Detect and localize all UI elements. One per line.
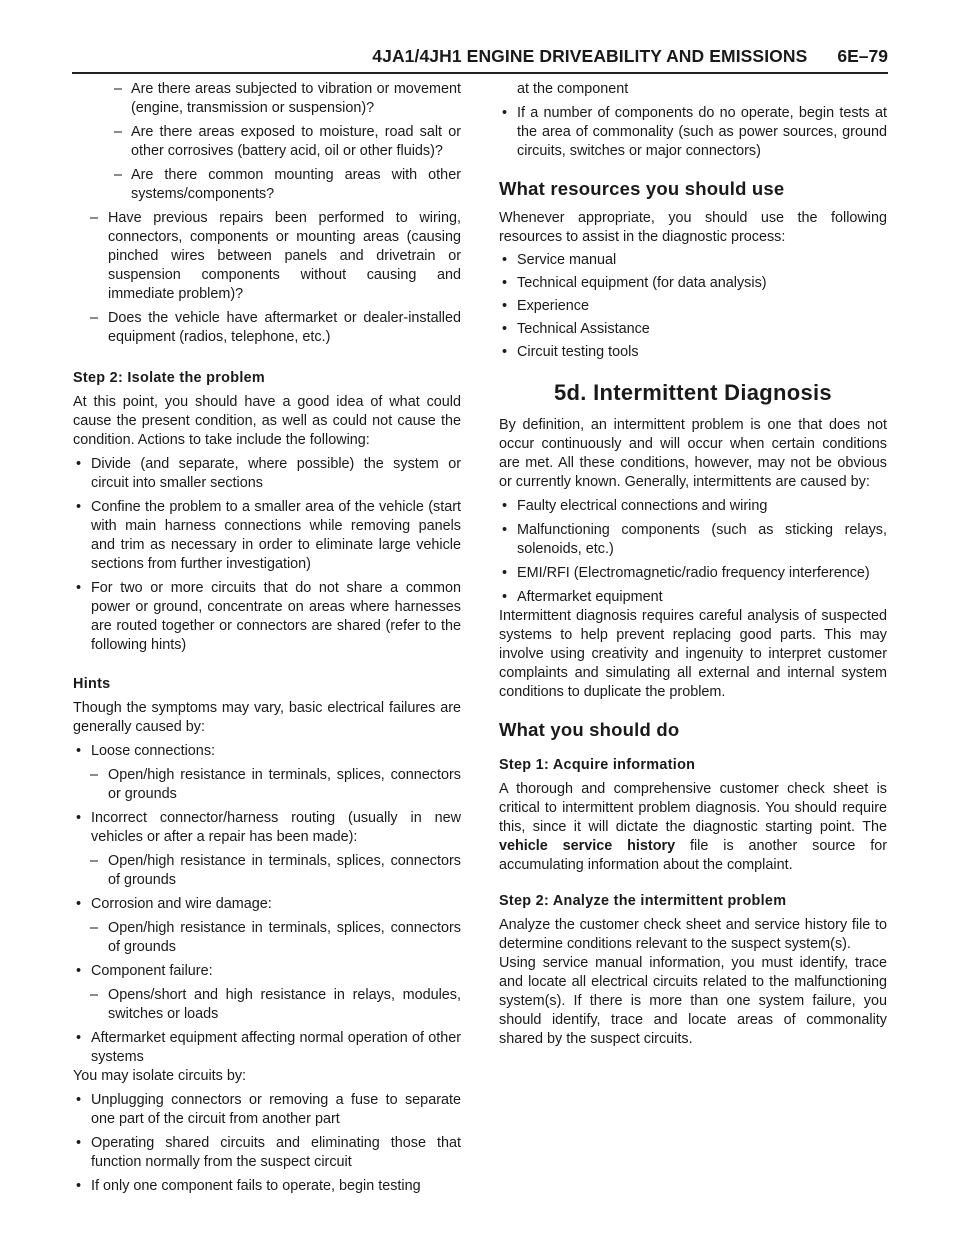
- step1-title: Step 1: Acquire information: [499, 757, 696, 773]
- list-item: • Operating shared circuits and eliminating those that function normally from the suspect circuit: [73, 1134, 461, 1172]
- section-paragraph: Intermittent diagnosis requires careful analysis of suspected systems to help prevent replacing good parts. This may involve using creativity and ingenuity to interpret customer complaints and simulating all external and internal system conditions to duplicate the problem.: [499, 608, 887, 700]
- resource-item: • Circuit testing tools: [499, 343, 887, 362]
- step2-paragraph-2: Using service manual information, you must identify, trace and locate all electrical circuits related to the malfunctioning system(s). If there is more than one system failure, you should identify, trace and locate areas of commonality shared by the suspect circuits.: [499, 955, 887, 1047]
- header-title: 4JA1/4JH1 ENGINE DRIVEABILITY AND EMISSIONS: [372, 46, 808, 66]
- list-item: • Confine the problem to a smaller area of the vehicle (start with main harness connections while removing panels and trim as necessary in order to eliminate large vehicle sections from further investigation): [73, 498, 461, 574]
- service-history-term: vehicle service history: [499, 838, 676, 854]
- list-item: • Loose connections:: [73, 742, 461, 761]
- isolate-intro: You may isolate circuits by:: [73, 1068, 247, 1084]
- list-item: • If a number of components do no operate, begin tests at the area of commonality (such as power sources, ground circuits, switches or major connectors): [499, 104, 887, 161]
- cause-item: • EMI/RFI (Electromagnetic/radio frequency interference): [499, 564, 887, 583]
- list-item: • Incorrect connector/harness routing (usually in new vehicles or after a repair has been made):: [73, 809, 461, 847]
- list-item: • Unplugging connectors or removing a fuse to separate one part of the circuit from another part: [73, 1091, 461, 1129]
- list-item: • Component failure:: [73, 962, 461, 981]
- step2-paragraph-1: Analyze the customer check sheet and service history file to determine conditions relevant to the suspect system(s).: [499, 917, 887, 952]
- list-item: • Divide (and separate, where possible) the system or circuit into smaller sections: [73, 455, 461, 493]
- cause-item: • Malfunctioning components (such as sticking relays, solenoids, etc.): [499, 521, 887, 559]
- question-item: – Have previous repairs been performed to wiring, connectors, components or mounting areas (causing pinched wires between panels and drivetrain or suspension components without causing and immediate problem)?: [73, 209, 461, 304]
- sub-item: – Opens/short and high resistance in relays, modules, switches or loads: [73, 986, 461, 1024]
- right-column: [499, 80, 887, 1049]
- resource-item: • Technical equipment (for data analysis): [499, 274, 887, 293]
- question-item: – Are there common mounting areas with other systems/components?: [73, 166, 461, 204]
- step1-text-a: A thorough and comprehensive customer check sheet is critical to intermittent problem diagnosis. You should require this, since it will dictate the diagnostic starting point. The: [499, 781, 887, 835]
- step2-intro: At this point, you should have a good idea of what could cause the present condition, as well as could not cause the condition. Actions to take include the following:: [73, 394, 461, 448]
- what-to-do-heading: What you should do: [499, 719, 680, 740]
- step2-analyze-title: Step 2: Analyze the intermittent problem: [499, 893, 787, 909]
- section-intro: By definition, an intermittent problem is one that does not occur continuously and will occur when certain conditions are met. All these conditions, however, may not be obvious or currently known. Generally, intermittents are caused by:: [499, 417, 887, 490]
- cause-item: • Faulty electrical connections and wiring: [499, 497, 887, 516]
- sub-item: – Open/high resistance in terminals, splices, connectors of grounds: [73, 852, 461, 890]
- sub-item: – Open/high resistance in terminals, splices, connectors or grounds: [73, 766, 461, 804]
- question-item: – Are there areas exposed to moisture, road salt or other corrosives (battery acid, oil or other fluids)?: [73, 123, 461, 161]
- cause-item: • Aftermarket equipment: [499, 588, 887, 607]
- section-title: 5d. Intermittent Diagnosis: [554, 380, 832, 405]
- step1-paragraph: [499, 780, 887, 875]
- resources-intro: Whenever appropriate, you should use the following resources to assist in the diagnostic process:: [499, 210, 887, 245]
- page-header: [72, 40, 888, 74]
- step2-title: Step 2: Isolate the problem: [73, 370, 266, 386]
- question-item: – Does the vehicle have aftermarket or dealer-installed equipment (radios, telephone, etc.): [73, 309, 461, 347]
- question-item: – Are there areas subjected to vibration or movement (engine, transmission or suspension)?: [73, 80, 461, 118]
- list-item: • Aftermarket equipment affecting normal operation of other systems: [73, 1029, 461, 1067]
- list-item: • Corrosion and wire damage:: [73, 895, 461, 914]
- continued-text: at the component: [517, 81, 629, 97]
- list-item: • For two or more circuits that do not share a common power or ground, concentrate on areas where harnesses are routed together or connectors are shared (refer to the following hints): [73, 579, 461, 655]
- resources-heading: What resources you should use: [499, 178, 785, 199]
- resource-item: • Technical Assistance: [499, 320, 887, 339]
- left-column: [73, 80, 461, 1196]
- hints-intro: Though the symptoms may vary, basic electrical failures are generally caused by:: [73, 700, 461, 735]
- page-number: 6E–79: [837, 46, 888, 66]
- list-item: • If only one component fails to operate, begin testing: [73, 1177, 461, 1196]
- resource-item: • Experience: [499, 297, 887, 316]
- resource-item: • Service manual: [499, 251, 887, 270]
- step1-text-b: file is another source for accumulating information about the complaint.: [499, 838, 888, 873]
- sub-item: – Open/high resistance in terminals, splices, connectors of grounds: [73, 919, 461, 957]
- hints-title: Hints: [73, 676, 111, 692]
